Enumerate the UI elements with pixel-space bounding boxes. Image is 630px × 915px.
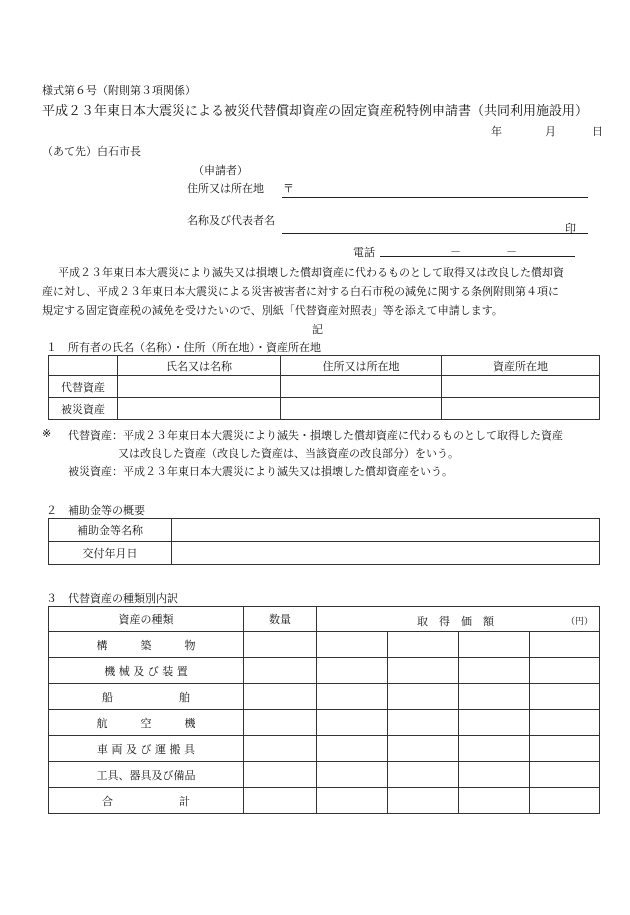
section1-heading: １ 所有者の氏名（名称）・住所（所在地）・資産所在地 (46, 341, 321, 354)
cell-input[interactable] (442, 376, 600, 398)
phone-sep1: － (450, 245, 461, 258)
cell-input[interactable] (317, 658, 388, 684)
cell-input[interactable] (172, 519, 600, 542)
header-acquisition-cost (317, 607, 600, 632)
cell-input[interactable] (388, 788, 459, 814)
section3-heading: ３ 代替資産の種類別内訳 (46, 592, 178, 605)
cell-input[interactable] (388, 710, 459, 736)
phone-label: 電話 (353, 246, 375, 259)
cell-input[interactable] (530, 788, 600, 814)
address-label: 住所又は所在地 (187, 182, 264, 195)
body-line-1: 平成２３年東日本大震災により滅失又は損壊した償却資産に代わるものとして取得又は改良した償却資 (58, 266, 564, 279)
phone-sep2: － (506, 245, 517, 258)
cell-input[interactable] (317, 736, 388, 762)
cell-input[interactable] (442, 398, 600, 420)
cell-input[interactable] (317, 762, 388, 788)
cell-input[interactable] (459, 658, 530, 684)
header-yen-unit: （円） (565, 617, 593, 627)
row-replacement-asset: 代替資産 (49, 376, 118, 398)
row-structures: 構 築 物 (49, 632, 244, 658)
row-ships: 船 舶 (49, 684, 244, 710)
note-line-2: 又は改良した資産（改良した資産は、当該資産の改良部分）をいう。 (118, 447, 459, 460)
note-line-1: 代替資産：平成２３年東日本大震災により滅失・損壊した償却資産に代わるものとして取得した資産 (68, 429, 563, 442)
cell-input[interactable] (459, 710, 530, 736)
cell-input[interactable] (244, 710, 317, 736)
note-mark: ※ (42, 427, 52, 440)
cell-input[interactable] (388, 684, 459, 710)
cell-input[interactable] (244, 736, 317, 762)
cell-input[interactable] (317, 684, 388, 710)
row-vehicles: 車 両 及 び 運 搬 具 (49, 736, 244, 762)
row-machinery: 機 械 及 び 装 置 (49, 658, 244, 684)
asset-breakdown-table (48, 606, 600, 814)
date-month: 月 (545, 125, 556, 138)
owner-table (48, 355, 600, 420)
owner-table-corner (49, 356, 118, 376)
cell-input[interactable] (244, 632, 317, 658)
address-field[interactable] (282, 197, 588, 198)
cell-input[interactable] (530, 658, 600, 684)
cell-input[interactable] (281, 376, 442, 398)
cell-input[interactable] (459, 788, 530, 814)
row-grant-date: 交付年月日 (49, 542, 172, 565)
seal-mark: 印 (565, 222, 576, 235)
body-line-2: 産に対し、平成２３年東日本大震災による災害被害者に対する白石市税の減免に関する条例附則第４項に (42, 285, 559, 298)
addressee: （あて先）白石市長 (42, 145, 141, 158)
cell-input[interactable] (388, 736, 459, 762)
cell-input[interactable] (244, 684, 317, 710)
cell-input[interactable] (388, 762, 459, 788)
date-day: 日 (592, 125, 603, 138)
section2-heading: ２ 補助金等の概要 (46, 504, 145, 517)
cell-input[interactable] (172, 542, 600, 565)
cell-input[interactable] (530, 684, 600, 710)
cell-input[interactable] (459, 632, 530, 658)
cell-input[interactable] (388, 658, 459, 684)
cell-input[interactable] (281, 398, 442, 420)
cell-input[interactable] (459, 684, 530, 710)
name-label: 名称及び代表者名 (187, 214, 275, 227)
cell-input[interactable] (317, 788, 388, 814)
ki-mark: 記 (312, 323, 323, 336)
note-line-3: 被災資産：平成２３年東日本大震災により滅失又は損壊した償却資産をいう。 (68, 465, 453, 478)
cell-input[interactable] (118, 398, 281, 420)
cell-input[interactable] (459, 762, 530, 788)
subsidy-table (48, 518, 600, 565)
header-quantity: 数量 (244, 607, 317, 632)
cell-input[interactable] (118, 376, 281, 398)
cell-input[interactable] (317, 632, 388, 658)
cell-input[interactable] (244, 788, 317, 814)
row-subsidy-name: 補助金等名称 (49, 519, 172, 542)
cell-input[interactable] (244, 658, 317, 684)
date-year: 年 (491, 125, 502, 138)
cell-input[interactable] (530, 736, 600, 762)
form-number: 様式第６号（附則第３項関係） (42, 84, 196, 97)
phone-field[interactable] (380, 256, 575, 257)
cell-input[interactable] (317, 710, 388, 736)
cell-input[interactable] (530, 762, 600, 788)
row-aircraft: 航 空 機 (49, 710, 244, 736)
cell-input[interactable] (388, 632, 459, 658)
row-damaged-asset: 被災資産 (49, 398, 118, 420)
postal-mark: 〒 (283, 182, 294, 195)
applicant-heading: （申請者） (193, 164, 248, 177)
header-acquisition-cost-label: 取 得 価 額 (417, 615, 494, 628)
body-line-3: 規定する固定資産税の減免を受けたいので、別紙「代替資産対照表」等を添えて申請します。 (42, 304, 503, 317)
header-asset-location: 資産所在地 (442, 356, 600, 376)
cell-input[interactable] (530, 632, 600, 658)
page-title: 平成２３年東日本大震災による被災代替償却資産の固定資産税特例申請書（共同利用施設用） (42, 104, 589, 119)
cell-input[interactable] (459, 736, 530, 762)
cell-input[interactable] (530, 710, 600, 736)
header-address: 住所又は所在地 (281, 356, 442, 376)
cell-input[interactable] (244, 762, 317, 788)
header-asset-type: 資産の種類 (49, 607, 244, 632)
header-name: 氏名又は名称 (118, 356, 281, 376)
row-tools: 工具、器具及び備品 (49, 762, 244, 788)
row-total: 合 計 (49, 788, 244, 814)
name-field[interactable] (282, 233, 588, 234)
